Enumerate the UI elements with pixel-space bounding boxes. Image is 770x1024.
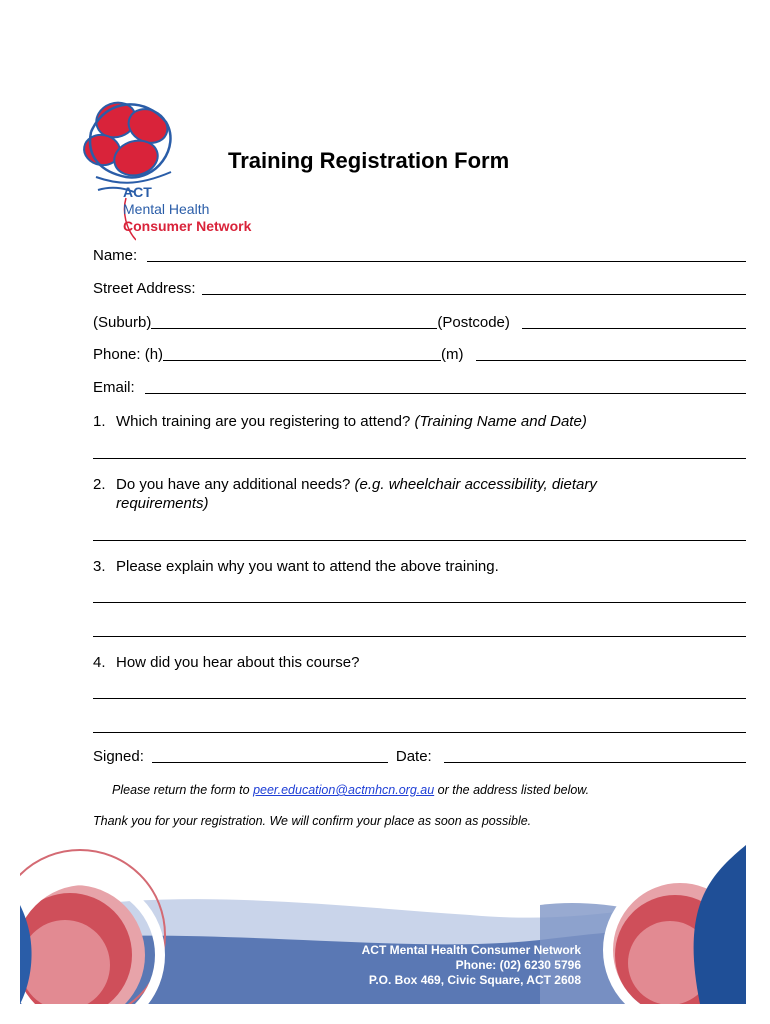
date-input-line[interactable]	[444, 748, 746, 763]
name-field-row	[93, 247, 746, 265]
suburb-input-line[interactable]	[151, 314, 437, 329]
phone-mobile-label: (m)	[441, 346, 464, 363]
question-2-text: Do you have any additional needs?	[116, 476, 351, 493]
email-link[interactable]: peer.education@actmhcn.org.au	[253, 783, 435, 797]
flower-logo-icon	[76, 92, 196, 192]
name-label: Name:	[93, 247, 138, 264]
logo-text-act: ACT	[123, 184, 152, 200]
street-address-input-line[interactable]	[202, 280, 746, 295]
banner-address: P.O. Box 469, Civic Square, ACT 2608	[368, 973, 581, 987]
postcode-input-line[interactable]	[522, 314, 746, 329]
name-input-line[interactable]	[147, 247, 746, 262]
banner-contact-block	[362, 943, 581, 988]
question-3-text: Please explain why you want to attend the above training.	[116, 558, 499, 575]
question-1	[93, 412, 660, 431]
return-instructions	[112, 783, 589, 797]
phone-row	[93, 346, 746, 364]
question-2-answer-line[interactable]	[93, 540, 746, 541]
question-1-answer-line[interactable]	[93, 458, 746, 459]
logo-text-mental-health: Mental Health	[123, 201, 210, 217]
question-4-number: 4.	[93, 654, 106, 671]
question-3-answer-line-2[interactable]	[93, 636, 746, 637]
footer-banner	[20, 845, 746, 1004]
phone-home-label: Phone: (h)	[93, 346, 164, 363]
question-1-number: 1.	[93, 413, 106, 430]
thank-you-note: Thank you for your registration. We will confirm your place as soon as possible.	[93, 814, 532, 828]
question-2-hint: (e.g. wheelchair accessibility, dietary requirements)	[116, 476, 597, 512]
return-prefix-text: Please return the form to	[112, 783, 250, 797]
phone-mobile-input-line[interactable]	[476, 346, 746, 361]
phone-home-input-line[interactable]	[163, 346, 441, 361]
question-4-answer-line-1[interactable]	[93, 698, 746, 699]
street-field-row	[93, 280, 746, 298]
suburb-label: (Suburb)	[93, 314, 152, 331]
question-3	[93, 557, 660, 576]
logo-text-consumer-network: Consumer Network	[123, 218, 252, 234]
question-1-hint: (Training Name and Date)	[414, 413, 587, 430]
street-address-label: Street Address:	[93, 280, 196, 297]
signature-row	[93, 748, 746, 766]
question-2	[93, 475, 660, 513]
banner-phone: Phone: (02) 6230 5796	[455, 958, 581, 972]
suburb-postcode-row	[93, 314, 746, 332]
email-label: Email:	[93, 379, 135, 396]
postcode-label: (Postcode)	[437, 314, 510, 331]
signature-input-line[interactable]	[152, 748, 388, 763]
signed-label: Signed:	[93, 748, 144, 765]
question-4	[93, 653, 660, 672]
question-3-answer-line-1[interactable]	[93, 602, 746, 603]
date-label: Date:	[395, 748, 432, 765]
question-4-text: How did you hear about this course?	[116, 654, 360, 671]
email-input-line[interactable]	[145, 379, 746, 394]
question-1-text: Which training are you registering to attend?	[116, 413, 411, 430]
return-suffix-text: or the address listed below.	[437, 783, 590, 797]
question-2-number: 2.	[93, 476, 106, 493]
question-3-number: 3.	[93, 558, 106, 575]
form-title: Training Registration Form	[228, 148, 510, 173]
banner-org-name: ACT Mental Health Consumer Network	[361, 943, 581, 957]
email-field-row	[93, 379, 746, 397]
question-4-answer-line-2[interactable]	[93, 732, 746, 733]
